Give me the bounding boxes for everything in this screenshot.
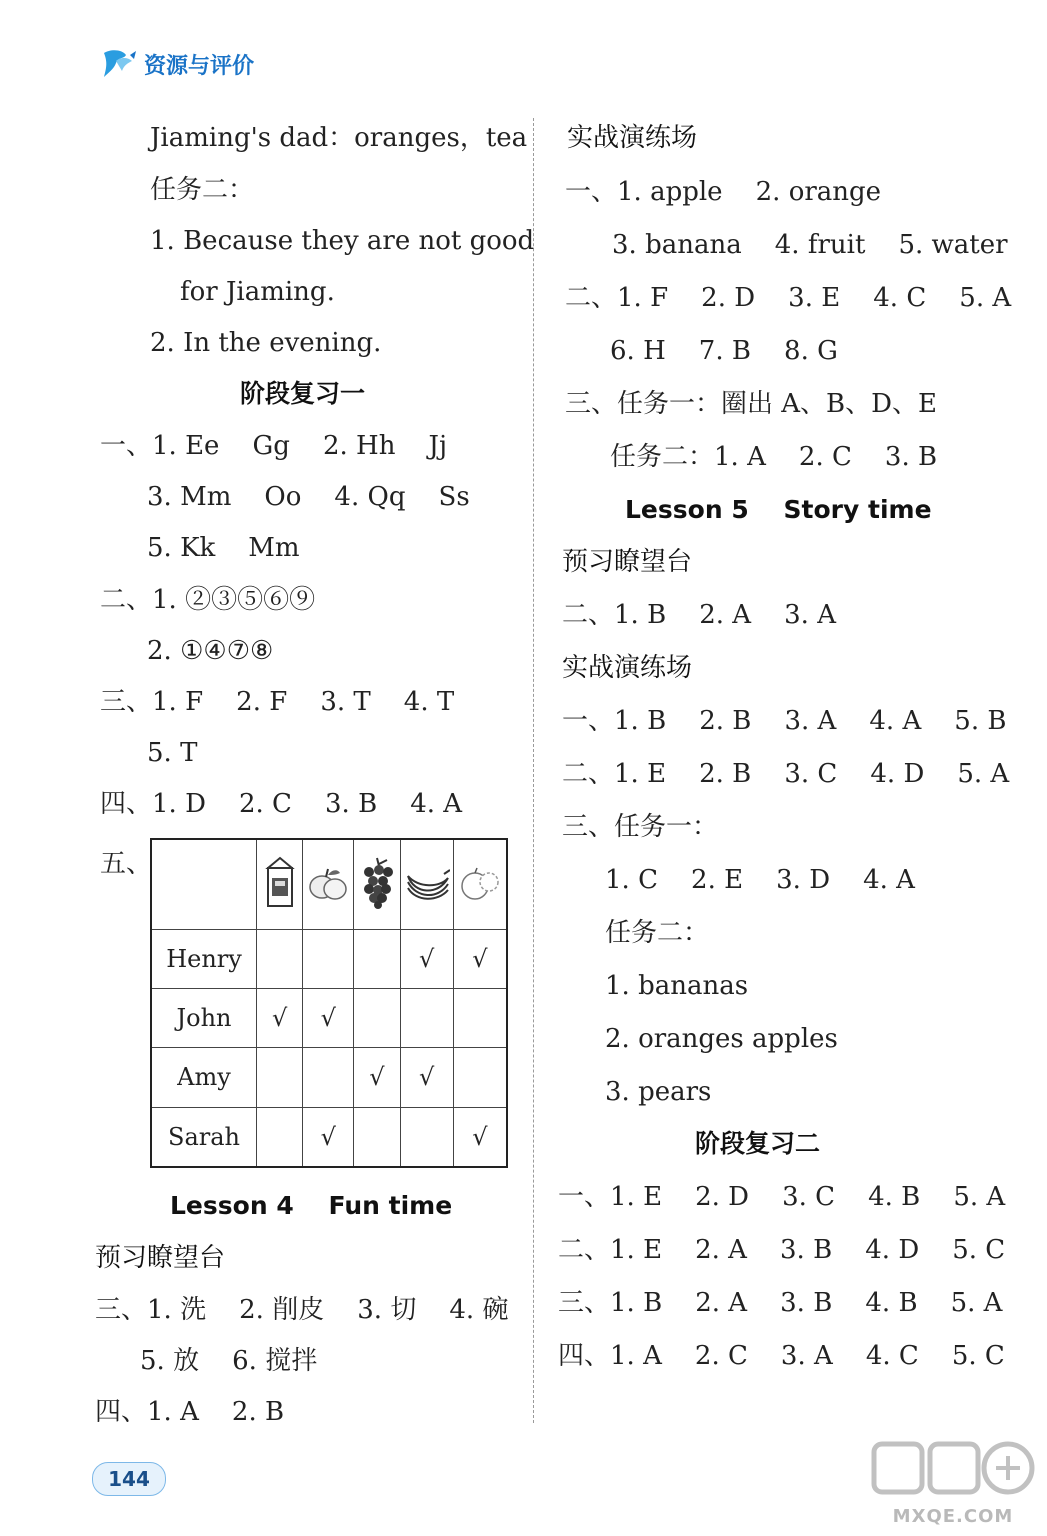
check-cell — [303, 929, 354, 988]
lesson-heading: Lesson 4 Fun time — [170, 1191, 453, 1220]
milk-carton-icon — [257, 839, 303, 929]
answer-line: 任务二： — [605, 918, 710, 948]
subsection-heading: 预习瞭望台 — [562, 547, 693, 577]
answer-line: 二、1. E 2. B 3. C 4. D 5. A — [562, 759, 1010, 789]
watermark-logo — [868, 1436, 1038, 1528]
check-cell: √ — [303, 1107, 354, 1167]
check-cell: √ — [257, 988, 303, 1047]
subsection-heading: 预习瞭望台 — [95, 1243, 226, 1273]
answer-line: 二、1. E 2. A 3. B 4. D 5. C — [558, 1235, 1006, 1265]
answer-line: 一、1. apple 2. orange — [565, 177, 882, 207]
answer-line: 2. In the evening. — [150, 328, 382, 358]
check-cell — [257, 1107, 303, 1167]
answer-line: 2. ①④⑦⑧ — [147, 636, 274, 666]
answer-line: 3. Mm Oo 4. Qq Ss — [147, 482, 470, 512]
answer-line: 1. bananas — [605, 971, 749, 1001]
check-cell: √ — [303, 988, 354, 1047]
answer-line: 1. C 2. E 3. D 4. A — [605, 865, 915, 895]
lesson-heading: Lesson 5 Story time — [625, 495, 932, 524]
answer-line: 2. oranges apples — [605, 1024, 838, 1054]
watermark-text: MXQE.COM — [892, 1506, 1014, 1527]
answer-line: 5. 放 6. 搅拌 — [140, 1346, 318, 1376]
answer-line: 二、1. ②③⑤⑥⑨ — [100, 585, 316, 615]
answer-line: Jiaming's dad：oranges，tea — [150, 123, 528, 153]
answer-line: 5. Kk Mm — [147, 533, 300, 563]
table-header-row — [151, 839, 507, 929]
answer-line: 6. H 7. B 8. G — [610, 336, 838, 366]
answer-line: 3. banana 4. fruit 5. water — [612, 230, 1008, 260]
book-header — [100, 44, 254, 84]
answer-line: 任务二：1. A 2. C 3. B — [610, 442, 938, 472]
check-cell — [400, 988, 453, 1047]
check-cell: √ — [453, 929, 507, 988]
table-row — [151, 1048, 507, 1107]
student-name: Henry — [151, 929, 257, 988]
table-row — [151, 929, 507, 988]
subsection-heading: 实战演练场 — [562, 653, 693, 683]
orange-icon — [453, 839, 507, 929]
table-row — [151, 988, 507, 1047]
check-cell — [257, 929, 303, 988]
table-corner-cell — [151, 839, 257, 929]
answer-line: 三、任务一：圈出 A、B、D、E — [565, 389, 937, 419]
answer-line: 一、1. E 2. D 3. C 4. B 5. A — [558, 1182, 1006, 1212]
student-name: Amy — [151, 1048, 257, 1107]
student-name: Sarah — [151, 1107, 257, 1167]
check-cell — [453, 1048, 507, 1107]
student-name: John — [151, 988, 257, 1047]
answer-line: 五、 — [100, 849, 153, 879]
check-cell: √ — [400, 1048, 453, 1107]
banana-icon — [400, 839, 453, 929]
answer-line: 四、1. A 2. B — [95, 1397, 285, 1427]
answer-line: 四、1. D 2. C 3. B 4. A — [100, 789, 463, 819]
answer-line: 二、1. F 2. D 3. E 4. C 5. A — [565, 283, 1012, 313]
check-cell: √ — [354, 1048, 400, 1107]
section-heading: 阶段复习一 — [240, 379, 366, 408]
check-cell: √ — [453, 1107, 507, 1167]
logo-icon — [100, 47, 140, 81]
check-cell — [453, 988, 507, 1047]
grapes-icon — [354, 839, 400, 929]
column-divider — [533, 118, 534, 1423]
answer-line: 四、1. A 2. C 3. A 4. C 5. C — [558, 1341, 1005, 1371]
answer-line: 三、任务一： — [562, 812, 719, 842]
fruit-checklist-table — [150, 838, 508, 1168]
answer-line: 三、1. F 2. F 3. T 4. T — [100, 687, 455, 717]
section-heading: 阶段复习二 — [695, 1129, 821, 1158]
check-cell — [257, 1048, 303, 1107]
check-cell — [400, 1107, 453, 1167]
page-number: 144 — [92, 1462, 166, 1496]
answer-line: 一、1. B 2. B 3. A 4. A 5. B — [562, 706, 1007, 736]
answer-line: 一、1. Ee Gg 2. Hh Jj — [100, 431, 448, 461]
check-cell — [354, 929, 400, 988]
answer-line: 二、1. B 2. A 3. A — [562, 600, 836, 630]
answer-line: 5. T — [147, 738, 198, 768]
check-cell — [354, 988, 400, 1047]
check-cell — [354, 1107, 400, 1167]
answer-line: 1. Because they are not good — [150, 226, 535, 256]
header-title: 资源与评价 — [144, 53, 255, 79]
subsection-heading: 实战演练场 — [567, 123, 698, 153]
table-row — [151, 1107, 507, 1167]
answer-line: 三、1. 洗 2. 削皮 3. 切 4. 碗 — [95, 1295, 509, 1325]
apple-icon — [303, 839, 354, 929]
answer-line: 3. pears — [605, 1077, 712, 1107]
check-cell: √ — [400, 929, 453, 988]
answer-line: 任务二： — [150, 175, 255, 205]
answer-line: for Jiaming. — [180, 277, 335, 307]
answer-line: 三、1. B 2. A 3. B 4. B 5. A — [558, 1288, 1003, 1318]
check-cell — [303, 1048, 354, 1107]
